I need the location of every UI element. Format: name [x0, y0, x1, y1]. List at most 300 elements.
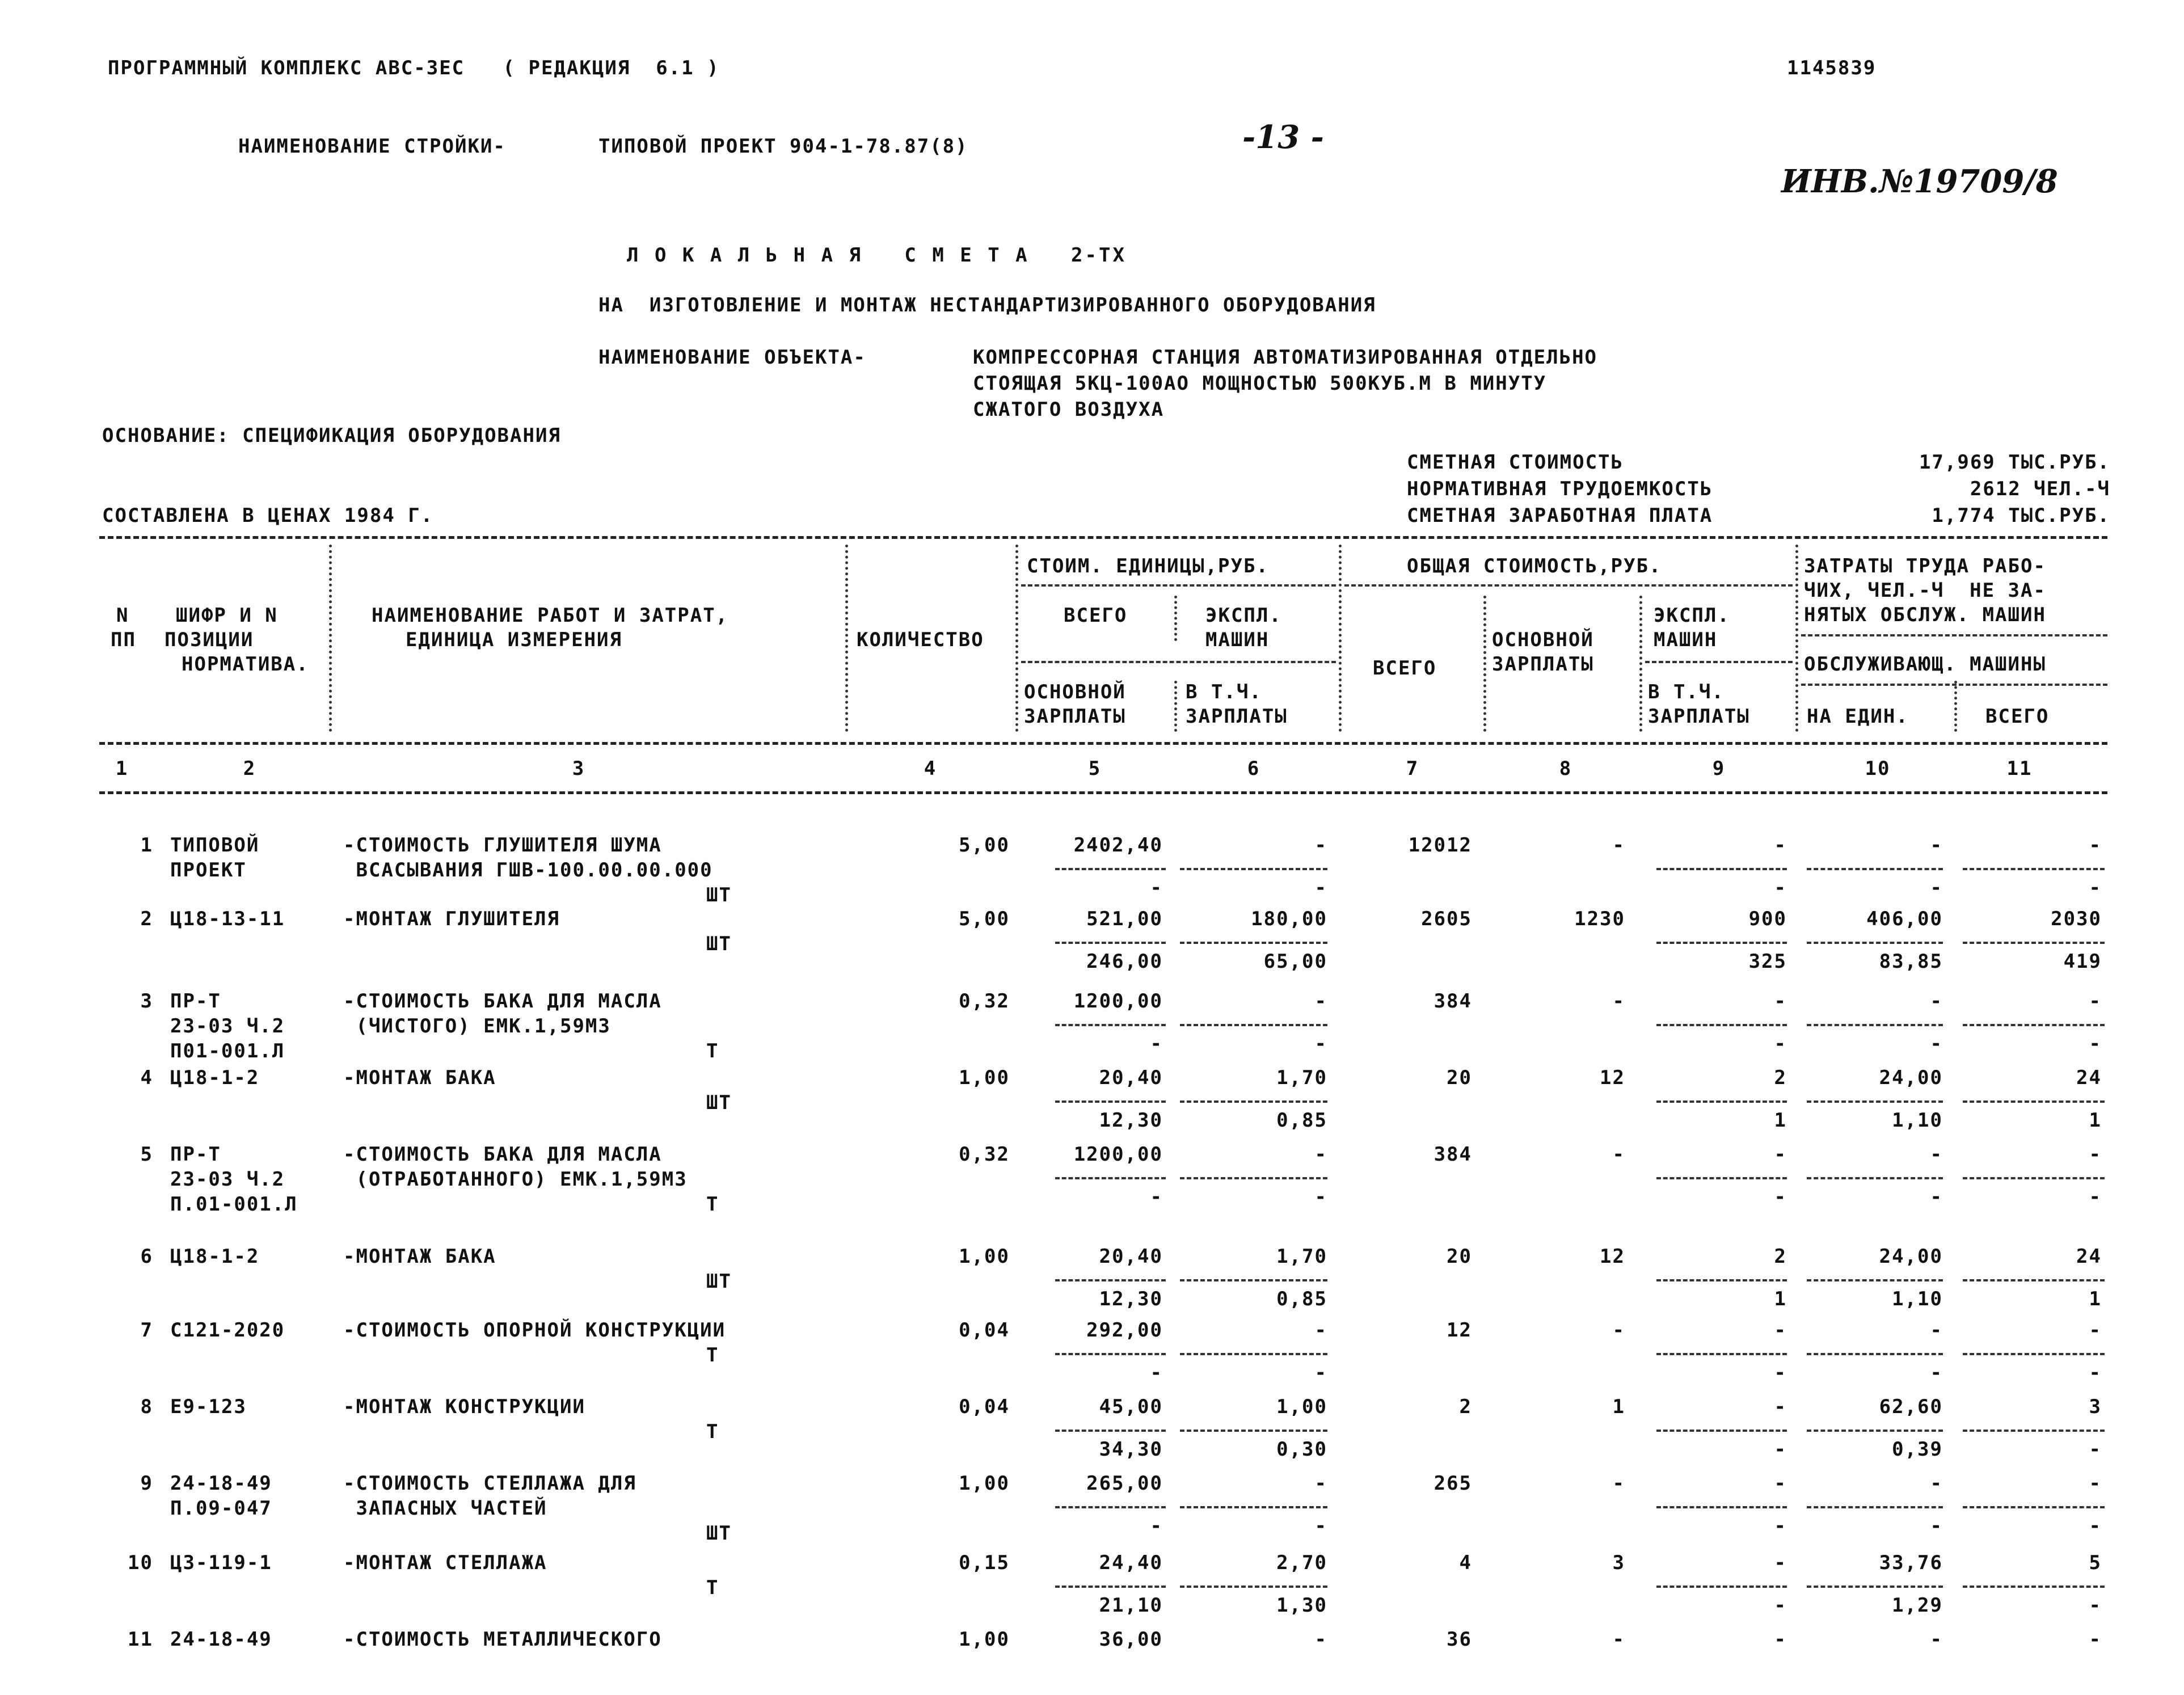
row-quantity: 1,00: [959, 1066, 1010, 1089]
row-labor-unit: -: [1930, 1472, 1943, 1495]
head-col1-line1: N: [116, 604, 129, 627]
row-unit-incl: -: [1314, 1186, 1327, 1208]
row-sub-rule: [1963, 1177, 2105, 1179]
row-labor-total-mach: 1: [2089, 1288, 2102, 1310]
row-name: -МОНТАЖ БАКА: [343, 1066, 496, 1089]
row-unit-total: 20,40: [1099, 1245, 1163, 1268]
row-sub-rule: [1656, 1101, 1787, 1103]
row-labor-unit: -: [1930, 990, 1943, 1013]
row-unit: ШТ: [706, 1522, 732, 1545]
row-quantity: 0,32: [959, 990, 1010, 1013]
row-name: -МОНТАЖ СТЕЛЛАЖА: [343, 1551, 547, 1574]
row-name: -СТОИМОСТЬ СТЕЛЛАЖА ДЛЯ: [343, 1472, 636, 1495]
row-total-wages: 1230: [1574, 908, 1625, 930]
row-name: -СТОИМОСТЬ ГЛУШИТЕЛЯ ШУМА: [343, 834, 662, 857]
row-name: (ОТРАБОТАННОГО) ЕМК.1,59М3: [343, 1168, 688, 1191]
row-unit: Т: [706, 1344, 719, 1367]
numbers-bottom-rule: [99, 791, 2107, 794]
row-unit-machines: 180,00: [1251, 908, 1327, 930]
summary-label-1: СМЕТНАЯ СТОИМОСТЬ: [1407, 451, 1624, 474]
row-code: П.09-047: [170, 1497, 272, 1520]
row-total-machines: -: [1774, 834, 1787, 857]
col-sep-4-5: [1015, 545, 1018, 732]
col-number-8: 8: [1559, 757, 1572, 780]
row-sub-rule: [1656, 1024, 1787, 1026]
col-sep-10-11: [1954, 681, 1957, 732]
head-total-incl-2: ЗАРПЛАТЫ: [1648, 705, 1750, 728]
row-sub-rule: [1963, 868, 2105, 870]
head-unit-mid-rule: [1021, 661, 1336, 663]
row-name: -СТОИМОСТЬ МЕТАЛЛИЧЕСКОГО: [343, 1628, 662, 1651]
row-total-incl: -: [1774, 1186, 1787, 1208]
row-labor-total-mach: -: [2089, 1032, 2102, 1055]
row-sub-rule: [1656, 1353, 1787, 1355]
row-total-incl: -: [1774, 1032, 1787, 1055]
row-unit-wages: 12,30: [1099, 1288, 1163, 1310]
row-code: Ц18-1-2: [170, 1245, 260, 1268]
col-number-6: 6: [1247, 757, 1260, 780]
row-total-all: 20: [1447, 1066, 1472, 1089]
head-labor-1: ЗАТРАТЫ ТРУДА РАБО-: [1804, 555, 2046, 577]
row-sub-rule: [1807, 868, 1943, 870]
row-total-incl: -: [1774, 1515, 1787, 1537]
row-unit-machines: 1,70: [1276, 1245, 1327, 1268]
row-name: ЗАПАСНЫХ ЧАСТЕЙ: [343, 1497, 547, 1520]
summary-label-3: СМЕТНАЯ ЗАРАБОТНАЯ ПЛАТА: [1407, 504, 1713, 527]
head-unit-cost-rule: [1021, 584, 1336, 587]
head-labor-mach: ОБСЛУЖИВАЮЩ. МАШИНЫ: [1804, 653, 2046, 676]
row-code: 23-03 Ч.2: [170, 1015, 285, 1038]
summary-value-3: 1,774 ТЫС.РУБ.: [1932, 504, 2110, 527]
row-sub-rule: [1807, 1586, 1943, 1588]
row-sub-rule: [1656, 942, 1787, 944]
row-labor-unit: 62,60: [1879, 1395, 1943, 1418]
row-labor-total: -: [2089, 834, 2102, 857]
row-unit: Т: [706, 1576, 719, 1599]
row-sub-rule: [1656, 1177, 1787, 1179]
row-code: С121-2020: [170, 1319, 285, 1342]
row-labor-unit-mach: -: [1930, 1186, 1943, 1208]
row-sub-rule: [1656, 1506, 1787, 1508]
row-code: 24-18-49: [170, 1628, 272, 1651]
row-sub-rule: [1807, 1353, 1943, 1355]
head-col3-line1: НАИМЕНОВАНИЕ РАБОТ И ЗАТРАТ,: [372, 604, 729, 627]
head-unit-machines-1: ЭКСПЛ.: [1205, 604, 1282, 627]
col-number-11: 11: [2006, 757, 2033, 780]
col-sep-3-4: [845, 545, 848, 732]
row-total-all: 36: [1447, 1628, 1472, 1651]
row-sub-rule: [1807, 1177, 1943, 1179]
row-code: ПРОЕКТ: [170, 859, 247, 882]
head-unit-wages-1: ОСНОВНОЙ: [1024, 681, 1126, 703]
head-labor-rule: [1801, 634, 2107, 636]
row-labor-unit-mach: -: [1930, 1032, 1943, 1055]
row-code: Е9-123: [170, 1395, 247, 1418]
row-sub-rule: [1656, 1279, 1787, 1281]
col-number-10: 10: [1865, 757, 1891, 780]
row-total-all: 265: [1433, 1472, 1472, 1495]
program-header: ПРОГРАММНЫЙ КОМПЛЕКС АВС-3ЕС ( РЕДАКЦИЯ 6.1 ): [108, 57, 720, 79]
row-unit-total: 1200,00: [1073, 990, 1163, 1013]
col-sep-6-7: [1339, 545, 1342, 732]
row-code: Ц3-119-1: [170, 1551, 272, 1574]
row-sub-rule: [1807, 1101, 1943, 1103]
row-labor-total: 5: [2089, 1551, 2102, 1574]
row-quantity: 1,00: [959, 1628, 1010, 1651]
head-total-mid-rule: [1645, 661, 1793, 663]
page-number: -13 -: [1242, 119, 1324, 156]
document-title: Л О К А Л Ь Н А Я С М Е Т А 2-ТХ: [627, 244, 1127, 267]
row-number: 6: [140, 1245, 153, 1268]
row-total-wages: -: [1612, 1628, 1625, 1651]
row-labor-unit: -: [1930, 1319, 1943, 1342]
row-unit: ШТ: [706, 1091, 732, 1114]
row-labor-total: 3: [2089, 1395, 2102, 1418]
row-sub-rule: [1055, 1101, 1166, 1103]
row-sub-rule: [1180, 868, 1327, 870]
object-label: НАИМЕНОВАНИЕ ОБЪЕКТА-: [598, 346, 866, 369]
row-unit-wages: 246,00: [1086, 950, 1163, 973]
head-labor-unit: НА ЕДИН.: [1807, 705, 1909, 728]
head-total-cost-rule: [1344, 584, 1793, 587]
col-number-1: 1: [115, 757, 129, 780]
row-sub-rule: [1180, 1279, 1327, 1281]
row-number: 9: [140, 1472, 153, 1495]
row-number: 11: [128, 1628, 153, 1651]
row-unit: ШТ: [706, 933, 732, 955]
row-sub-rule: [1055, 868, 1166, 870]
row-number: 8: [140, 1395, 153, 1418]
row-labor-unit-mach: 0,39: [1892, 1438, 1943, 1461]
head-total-all: ВСЕГО: [1373, 657, 1437, 680]
row-unit-incl: 0,30: [1276, 1438, 1327, 1461]
row-quantity: 0,15: [959, 1551, 1010, 1574]
row-unit-machines: 1,00: [1276, 1395, 1327, 1418]
row-total-machines: -: [1774, 1319, 1787, 1342]
row-labor-total-mach: -: [2089, 1186, 2102, 1208]
row-sub-rule: [1963, 1506, 2105, 1508]
row-code: ПР-Т: [170, 990, 221, 1013]
row-quantity: 0,04: [959, 1319, 1010, 1342]
row-total-incl: -: [1774, 1594, 1787, 1617]
col-sep-5-6-bottom: [1174, 681, 1177, 732]
head-total-wages-2: ЗАРПЛАТЫ: [1492, 653, 1594, 676]
row-name: ВСАСЫВАНИЯ ГШВ-100.00.00.000: [343, 859, 713, 882]
row-total-machines: 2: [1774, 1066, 1787, 1089]
row-quantity: 1,00: [959, 1245, 1010, 1268]
head-unit-incl-2: ЗАРПЛАТЫ: [1186, 705, 1288, 728]
row-labor-total-mach: -: [2089, 876, 2102, 899]
row-sub-rule: [1656, 868, 1787, 870]
row-sub-rule: [1055, 942, 1166, 944]
row-quantity: 0,32: [959, 1143, 1010, 1166]
row-total-all: 20: [1447, 1245, 1472, 1268]
row-total-machines: -: [1774, 1628, 1787, 1651]
row-sub-rule: [1180, 1177, 1327, 1179]
row-sub-rule: [1963, 1101, 2105, 1103]
row-total-wages: -: [1612, 1319, 1625, 1342]
row-sub-rule: [1963, 1279, 2105, 1281]
col-number-4: 4: [924, 757, 937, 780]
row-sub-rule: [1055, 1353, 1166, 1355]
row-labor-total: 2030: [2051, 908, 2102, 930]
row-labor-total: -: [2089, 990, 2102, 1013]
basis-line: ОСНОВАНИЕ: СПЕЦИФИКАЦИЯ ОБОРУДОВАНИЯ: [102, 424, 561, 447]
head-unit-total: ВСЕГО: [1064, 604, 1128, 627]
row-unit-total: 265,00: [1086, 1472, 1163, 1495]
row-quantity: 1,00: [959, 1472, 1010, 1495]
row-sub-rule: [1055, 1279, 1166, 1281]
col-sep-8-9: [1639, 596, 1642, 732]
row-sub-rule: [1055, 1177, 1166, 1179]
head-unit-wages-2: ЗАРПЛАТЫ: [1024, 705, 1126, 728]
row-number: 4: [140, 1066, 153, 1089]
row-unit-total: 521,00: [1086, 908, 1163, 930]
row-sub-rule: [1807, 1506, 1943, 1508]
row-unit: Т: [706, 1420, 719, 1443]
row-number: 1: [140, 834, 153, 857]
row-number: 10: [128, 1551, 153, 1574]
row-unit-total: 45,00: [1099, 1395, 1163, 1418]
row-sub-rule: [1180, 942, 1327, 944]
col-number-3: 3: [572, 757, 585, 780]
row-labor-unit: 33,76: [1879, 1551, 1943, 1574]
row-sub-rule: [1963, 1430, 2105, 1432]
row-total-wages: -: [1612, 1472, 1625, 1495]
document-subtitle: НА ИЗГОТОВЛЕНИЕ И МОНТАЖ НЕСТАНДАРТИЗИРОВАННОГО ОБОРУДОВАНИЯ: [598, 294, 1376, 317]
row-labor-unit-mach: 83,85: [1879, 950, 1943, 973]
row-total-all: 384: [1433, 1143, 1472, 1166]
row-labor-unit-mach: 1,10: [1892, 1288, 1943, 1310]
row-labor-total: -: [2089, 1319, 2102, 1342]
row-sub-rule: [1963, 1586, 2105, 1588]
row-name: -МОНТАЖ БАКА: [343, 1245, 496, 1268]
col-number-5: 5: [1088, 757, 1102, 780]
row-labor-unit-mach: -: [1930, 1361, 1943, 1384]
row-total-wages: -: [1612, 1143, 1625, 1166]
row-unit: ШТ: [706, 884, 732, 906]
row-unit-wages: -: [1150, 1515, 1163, 1537]
row-name: -МОНТАЖ ГЛУШИТЕЛЯ: [343, 908, 560, 930]
document-number: 1145839: [1787, 57, 1877, 79]
row-code: 24-18-49: [170, 1472, 272, 1495]
row-unit-wages: -: [1150, 1361, 1163, 1384]
row-total-machines: 2: [1774, 1245, 1787, 1268]
row-total-machines: -: [1774, 1551, 1787, 1574]
row-total-all: 12: [1447, 1319, 1472, 1342]
row-total-all: 384: [1433, 990, 1472, 1013]
row-code: Ц18-1-2: [170, 1066, 260, 1089]
row-code: П01-001.Л: [170, 1040, 285, 1062]
row-labor-unit: -: [1930, 1143, 1943, 1166]
row-sub-rule: [1963, 1353, 2105, 1355]
row-unit-wages: -: [1150, 1186, 1163, 1208]
row-total-incl: 1: [1774, 1109, 1787, 1132]
row-unit: ШТ: [706, 1270, 732, 1293]
object-line-3: СЖАТОГО ВОЗДУХА: [973, 398, 1165, 421]
row-unit-wages: 21,10: [1099, 1594, 1163, 1617]
head-unit-incl-1: В Т.Ч.: [1186, 681, 1262, 703]
row-labor-total-mach: 1: [2089, 1109, 2102, 1132]
head-unit-cost: СТОИМ. ЕДИНИЦЫ,РУБ.: [1027, 555, 1269, 577]
row-total-incl: -: [1774, 1361, 1787, 1384]
row-unit-machines: -: [1314, 1143, 1327, 1166]
row-labor-unit-mach: -: [1930, 1515, 1943, 1537]
object-line-1: КОМПРЕССОРНАЯ СТАНЦИЯ АВТОМАТИЗИРОВАННАЯ ОТДЕЛЬНО: [973, 346, 1598, 369]
row-total-all: 2: [1459, 1395, 1472, 1418]
head-unit-machines-2: МАШИН: [1205, 629, 1270, 651]
col-sep-5-6-top: [1174, 596, 1177, 641]
row-code: ПР-Т: [170, 1143, 221, 1166]
row-labor-unit: 24,00: [1879, 1245, 1943, 1268]
row-unit-total: 292,00: [1086, 1319, 1163, 1342]
row-number: 2: [140, 908, 153, 930]
row-unit-total: 36,00: [1099, 1628, 1163, 1651]
col-number-2: 2: [243, 757, 256, 780]
row-total-wages: 12: [1600, 1066, 1625, 1089]
head-labor-2: ЧИХ, ЧЕЛ.-Ч НЕ ЗА-: [1804, 579, 2046, 602]
row-unit-incl: 1,30: [1276, 1594, 1327, 1617]
row-code: П.01-001.Л: [170, 1193, 298, 1216]
row-sub-rule: [1963, 1024, 2105, 1026]
row-sub-rule: [1656, 1586, 1787, 1588]
row-sub-rule: [1055, 1586, 1166, 1588]
row-total-all: 12012: [1408, 834, 1472, 857]
row-total-wages: -: [1612, 834, 1625, 857]
summary-label-2: НОРМАТИВНАЯ ТРУДОЕМКОСТЬ: [1407, 478, 1713, 500]
col-number-9: 9: [1712, 757, 1726, 780]
row-unit-total: 24,40: [1099, 1551, 1163, 1574]
row-name: -СТОИМОСТЬ БАКА ДЛЯ МАСЛА: [343, 990, 662, 1013]
row-unit-machines: 1,70: [1276, 1066, 1327, 1089]
row-unit-incl: 0,85: [1276, 1109, 1327, 1132]
row-labor-total: -: [2089, 1472, 2102, 1495]
row-labor-unit: 406,00: [1866, 908, 1943, 930]
row-labor-total: 24: [2076, 1066, 2102, 1089]
row-labor-total-mach: -: [2089, 1361, 2102, 1384]
row-number: 7: [140, 1319, 153, 1342]
row-unit-incl: -: [1314, 1361, 1327, 1384]
row-total-incl: -: [1774, 1438, 1787, 1461]
row-total-machines: -: [1774, 1472, 1787, 1495]
row-unit-incl: 0,85: [1276, 1288, 1327, 1310]
row-sub-rule: [1180, 1586, 1327, 1588]
table-top-rule: [99, 536, 2107, 539]
row-labor-total: -: [2089, 1143, 2102, 1166]
row-sub-rule: [1180, 1506, 1327, 1508]
row-labor-total-mach: -: [2089, 1438, 2102, 1461]
row-quantity: 0,04: [959, 1395, 1010, 1418]
head-labor-total: ВСЕГО: [1985, 705, 2050, 728]
head-total-incl-1: В Т.Ч.: [1648, 681, 1725, 703]
row-sub-rule: [1055, 1430, 1166, 1432]
head-col4: КОЛИЧЕСТВО: [857, 629, 984, 651]
row-unit-total: 2402,40: [1073, 834, 1163, 857]
row-labor-unit: 24,00: [1879, 1066, 1943, 1089]
object-line-2: СТОЯЩАЯ 5КЦ-100АО МОЩНОСТЬЮ 500КУБ.М В МИНУТУ: [973, 372, 1547, 395]
row-labor-total-mach: 419: [2063, 950, 2102, 973]
row-number: 3: [140, 990, 153, 1013]
row-total-machines: -: [1774, 1395, 1787, 1418]
row-unit-machines: -: [1314, 1319, 1327, 1342]
construction-label: НАИМЕНОВАНИЕ СТРОЙКИ-: [238, 135, 506, 158]
row-total-machines: 900: [1748, 908, 1787, 930]
row-total-wages: 1: [1612, 1395, 1625, 1418]
head-col3-line2: ЕДИНИЦА ИЗМЕРЕНИЯ: [406, 629, 622, 651]
summary-value-1: 17,969 ТЫС.РУБ.: [1919, 451, 2110, 474]
row-unit: Т: [706, 1040, 719, 1062]
row-unit-machines: 2,70: [1276, 1551, 1327, 1574]
row-total-incl: -: [1774, 876, 1787, 899]
header-bottom-rule: [99, 742, 2107, 745]
row-sub-rule: [1656, 1430, 1787, 1432]
row-unit-machines: -: [1314, 1628, 1327, 1651]
row-quantity: 5,00: [959, 834, 1010, 857]
col-sep-2-3: [329, 545, 332, 732]
row-unit-machines: -: [1314, 834, 1327, 857]
row-labor-total-mach: -: [2089, 1594, 2102, 1617]
construction-value: ТИПОВОЙ ПРОЕКТ 904-1-78.87(8): [598, 135, 968, 158]
row-name: (ЧИСТОГО) ЕМК.1,59М3: [343, 1015, 611, 1038]
row-unit-wages: -: [1150, 1032, 1163, 1055]
row-unit-incl: 65,00: [1263, 950, 1327, 973]
row-name: -СТОИМОСТЬ БАКА ДЛЯ МАСЛА: [343, 1143, 662, 1166]
head-total-cost: ОБЩАЯ СТОИМОСТЬ,РУБ.: [1407, 555, 1662, 577]
head-total-machines-2: МАШИН: [1654, 629, 1718, 651]
row-total-wages: -: [1612, 990, 1625, 1013]
row-total-incl: 325: [1748, 950, 1787, 973]
row-unit-wages: 34,30: [1099, 1438, 1163, 1461]
row-sub-rule: [1180, 1024, 1327, 1026]
row-labor-unit-mach: 1,10: [1892, 1109, 1943, 1132]
row-number: 5: [140, 1143, 153, 1166]
row-unit: Т: [706, 1193, 719, 1216]
row-unit-incl: -: [1314, 1032, 1327, 1055]
row-total-machines: -: [1774, 1143, 1787, 1166]
row-labor-total: 24: [2076, 1245, 2102, 1268]
row-labor-unit-mach: 1,29: [1892, 1594, 1943, 1617]
col-number-7: 7: [1406, 757, 1419, 780]
row-total-wages: 12: [1600, 1245, 1625, 1268]
row-labor-unit: -: [1930, 834, 1943, 857]
head-total-wages-1: ОСНОВНОЙ: [1492, 629, 1594, 651]
row-name: -СТОИМОСТЬ ОПОРНОЙ КОНСТРУКЦИИ: [343, 1319, 726, 1342]
head-col1-line2: ПП: [111, 629, 136, 651]
row-labor-unit-mach: -: [1930, 876, 1943, 899]
row-labor-total-mach: -: [2089, 1515, 2102, 1537]
col-sep-7-8: [1483, 596, 1486, 732]
head-total-machines-1: ЭКСПЛ.: [1654, 604, 1730, 627]
inventory-note: ИНВ.№19709/8: [1781, 163, 2058, 200]
row-sub-rule: [1807, 1279, 1943, 1281]
row-sub-rule: [1807, 1430, 1943, 1432]
row-sub-rule: [1807, 942, 1943, 944]
row-sub-rule: [1807, 1024, 1943, 1026]
row-code: Ц18-13-11: [170, 908, 285, 930]
row-unit-wages: 12,30: [1099, 1109, 1163, 1132]
row-unit-machines: -: [1314, 990, 1327, 1013]
head-labor-3: НЯТЫХ ОБСЛУЖ. МАШИН: [1804, 604, 2046, 626]
row-labor-total: -: [2089, 1628, 2102, 1651]
row-sub-rule: [1055, 1506, 1166, 1508]
row-sub-rule: [1963, 942, 2105, 944]
row-unit-machines: -: [1314, 1472, 1327, 1495]
col-sep-9-10: [1795, 545, 1798, 732]
row-unit-incl: -: [1314, 1515, 1327, 1537]
row-code: 23-03 Ч.2: [170, 1168, 285, 1191]
row-sub-rule: [1180, 1430, 1327, 1432]
row-total-incl: 1: [1774, 1288, 1787, 1310]
